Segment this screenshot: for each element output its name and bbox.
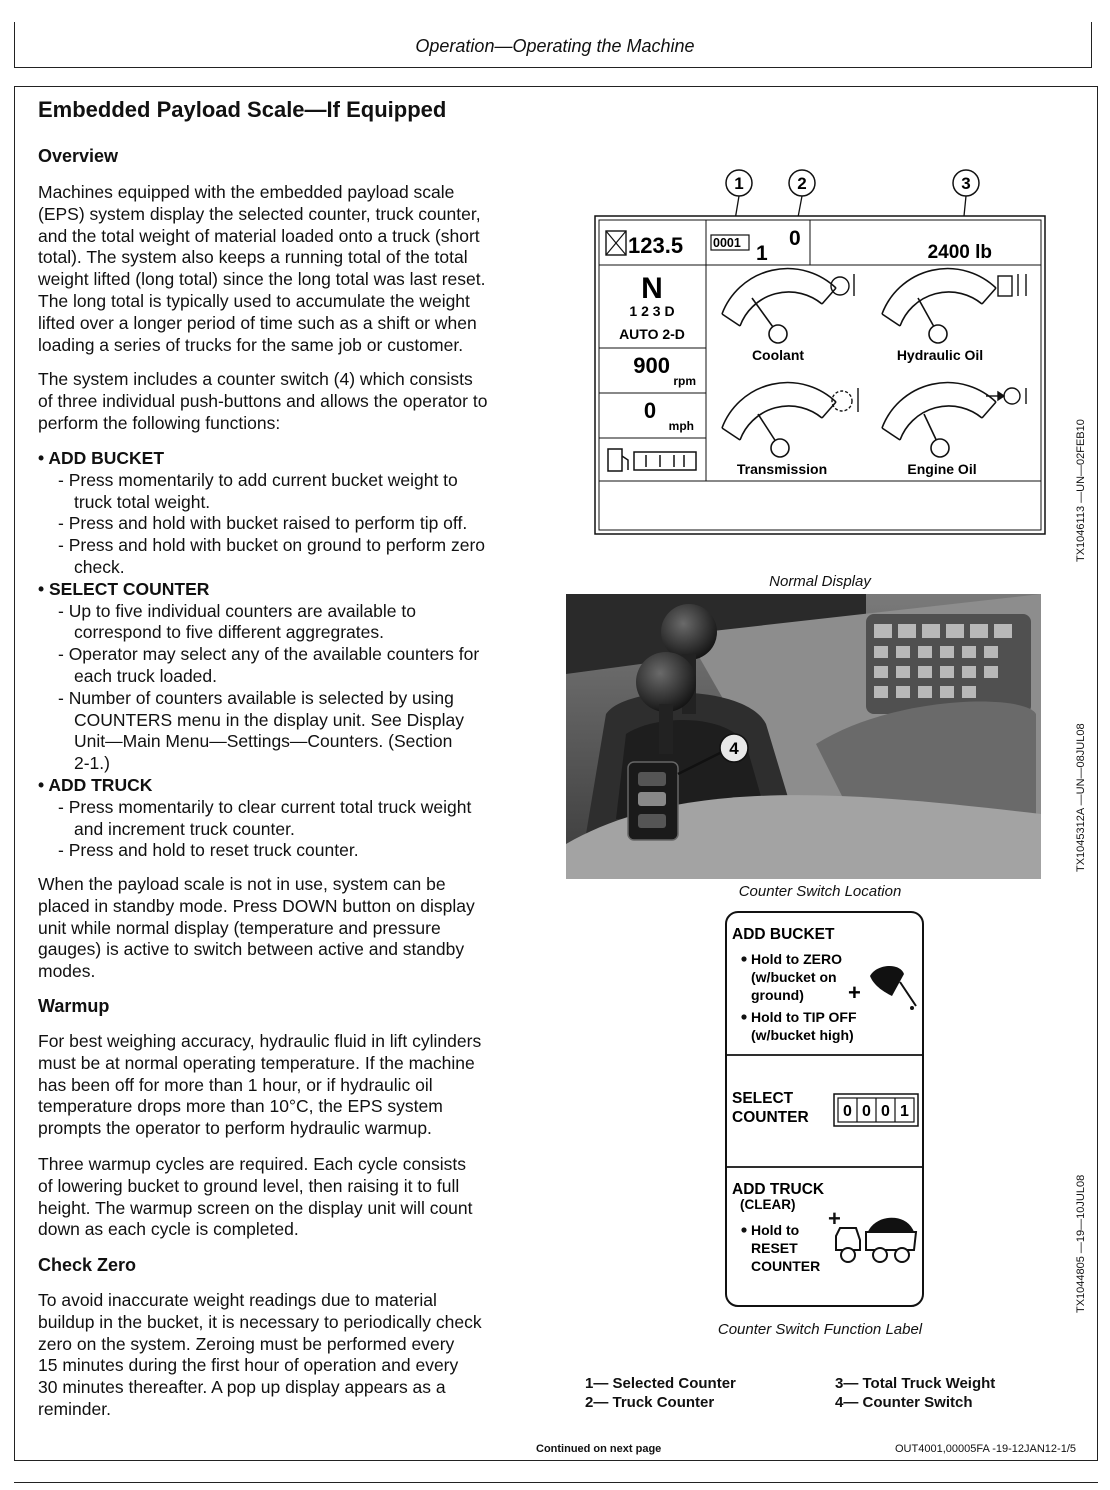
warmup-p1: For best weighing accuracy, hydraulic fluid in lift cylinders must be at normal operating temperature. If the machine has been off for more than 1 hour, or if hydraulic oil temperature drops more than 10°C, the EPS system prompts the operator to perform hydraulic warmup. xyxy=(38,1031,482,1139)
svg-text:Hold to ZERO: Hold to ZERO xyxy=(751,951,842,967)
gauge-label: Transmission xyxy=(736,461,828,477)
list-item: - Press momentarily to add current bucket weight to truck total weight. xyxy=(58,469,458,512)
speed-value: 0 xyxy=(643,398,657,423)
svg-text:COUNTER: COUNTER xyxy=(732,1109,809,1126)
speed-unit: mph xyxy=(668,419,694,433)
overview-heading: Overview xyxy=(38,146,119,166)
normal-display-figure xyxy=(590,166,1050,538)
svg-text:RESET: RESET xyxy=(751,1240,798,1256)
gauge-label: Engine Oil xyxy=(907,461,977,477)
check-zero-heading: Check Zero xyxy=(38,1255,137,1275)
svg-text:(w/bucket on: (w/bucket on xyxy=(751,969,837,985)
rpm-value: 900 xyxy=(633,353,670,378)
drive-mode: AUTO 2-D xyxy=(619,326,685,342)
svg-text:(w/bucket high): (w/bucket high) xyxy=(751,1027,854,1043)
list-item: - Operator may select any of the available counters for each truck loaded. xyxy=(58,644,480,686)
rpm-unit: rpm xyxy=(673,374,696,388)
list-item: - Up to five individual counters are available to correspond to five different aggregrates. xyxy=(58,600,416,643)
function-add-truck: • ADD TRUCK xyxy=(38,774,153,795)
label-code: TX1044805 —19—10JUL08 xyxy=(1075,1174,1087,1313)
gear-list: 1 2 3 D xyxy=(629,303,675,319)
photo-code: TX1045312A —UN—08JUL08 xyxy=(1075,723,1087,872)
warmup-p2: Three warmup cycles are required. Each cycle consists of lowering bucket to ground level, then raising it to full height. The warmup screen on the display unit will count down as each cycle is completed. xyxy=(38,1154,473,1240)
counter-switch-photo xyxy=(566,594,1041,879)
overview-p1: Machines equipped with the embedded payload scale (EPS) system display the selected counter, truck counter, and the total weight of material loaded onto a truck (short total). The system also keeps a running total of the total weight lifted (long total) since the long total was last reset. The long total is typically used to accumulate the weight lifted over a longer period of time such as a shift or when loading a series of trucks for the same job or customer. xyxy=(38,182,486,355)
photo-caption: Counter Switch Location xyxy=(738,883,902,900)
gauge-label: Coolant xyxy=(751,347,805,363)
gear-indicator: N xyxy=(641,272,663,305)
function-select-counter: • SELECT COUNTER xyxy=(38,578,210,599)
normal-display-caption: Normal Display xyxy=(769,573,871,590)
callout-label: 2 xyxy=(797,174,807,193)
section-title: Embedded Payload Scale—If Equipped xyxy=(38,97,447,122)
counter-readout: 0001 xyxy=(713,236,741,250)
selected-counter: 1 xyxy=(756,242,768,265)
callout-label: 4 xyxy=(729,739,739,758)
counter-digit: 0 xyxy=(843,1103,852,1120)
total-weight: 2400 lb xyxy=(927,242,992,263)
add-truck-label: ADD TRUCK xyxy=(732,1181,825,1198)
standby-paragraph: When the payload scale is not in use, system can be placed in standby mode. Press DOWN button on display unit while normal display (temperature and pressure gauges) is active to switch between active and standby modes. xyxy=(38,874,475,982)
truck-counter: 0 xyxy=(789,227,801,250)
continued-note: Continued on next page xyxy=(536,1443,662,1455)
counter-digit: 1 xyxy=(900,1103,909,1120)
bottom-rule xyxy=(14,1482,1098,1483)
svg-text:+: + xyxy=(828,1206,841,1231)
select-counter-label: SELECT xyxy=(732,1090,794,1107)
svg-text:+: + xyxy=(848,980,861,1005)
add-bucket-label: ADD BUCKET xyxy=(732,926,835,943)
function-list xyxy=(38,448,550,862)
legend-left: 1— Selected Counter 2— Truck Counter xyxy=(585,1375,736,1411)
svg-text:(CLEAR): (CLEAR) xyxy=(740,1197,796,1212)
label-caption: Counter Switch Function Label xyxy=(717,1321,923,1338)
svg-text:Hold to: Hold to xyxy=(751,1222,800,1238)
list-item: - Press momentarily to clear current total truck weight and increment truck counter. xyxy=(58,796,472,839)
list-item: - Press and hold with bucket raised to perform tip off. xyxy=(58,513,468,534)
gauge-label: Hydraulic Oil xyxy=(896,347,984,363)
list-item: - Number of counters available is selected by using COUNTERS menu in the display unit. See Display Unit—Main Menu—Settings—Counters. (Section 2-1.) xyxy=(58,687,465,774)
svg-text:ground): ground) xyxy=(751,987,804,1003)
warmup-heading: Warmup xyxy=(38,996,110,1016)
callout-label: 3 xyxy=(961,174,971,193)
counter-digit: 0 xyxy=(881,1103,890,1120)
figure-code: TX1046113 —UN—02FEB10 xyxy=(1075,419,1087,562)
overview-p2: The system includes a counter switch (4) which consists of three individual push-buttons and allows the operator to perform the following functions: xyxy=(38,369,488,433)
counter-digit: 0 xyxy=(862,1103,871,1120)
svg-text:Hold to TIP OFF: Hold to TIP OFF xyxy=(751,1009,857,1025)
list-item: - Press and hold with bucket on ground to perform zero check. xyxy=(58,535,486,577)
legend-right: 3— Total Truck Weight 4— Counter Switch xyxy=(835,1375,996,1411)
list-item: - Press and hold to reset truck counter. xyxy=(58,840,359,861)
running-title: Operation—Operating the Machine xyxy=(415,36,695,56)
weight-readout: 123.5 xyxy=(628,233,684,258)
callout-label: 1 xyxy=(734,174,744,193)
counter-switch-label xyxy=(724,910,926,1310)
function-add-bucket: • ADD BUCKET xyxy=(38,448,165,468)
svg-text:COUNTER: COUNTER xyxy=(751,1258,821,1274)
footer-code: OUT4001,00005FA -19-12JAN12-1/5 xyxy=(895,1443,1077,1455)
check-zero-p1: To avoid inaccurate weight readings due to material buildup in the bucket, it is necessary to periodically check zero on the system. Zeroing must be performed every 15 minutes during the first hour of operation and every 30 minutes thereafter. A pop up display appears as a reminder. xyxy=(38,1290,482,1419)
